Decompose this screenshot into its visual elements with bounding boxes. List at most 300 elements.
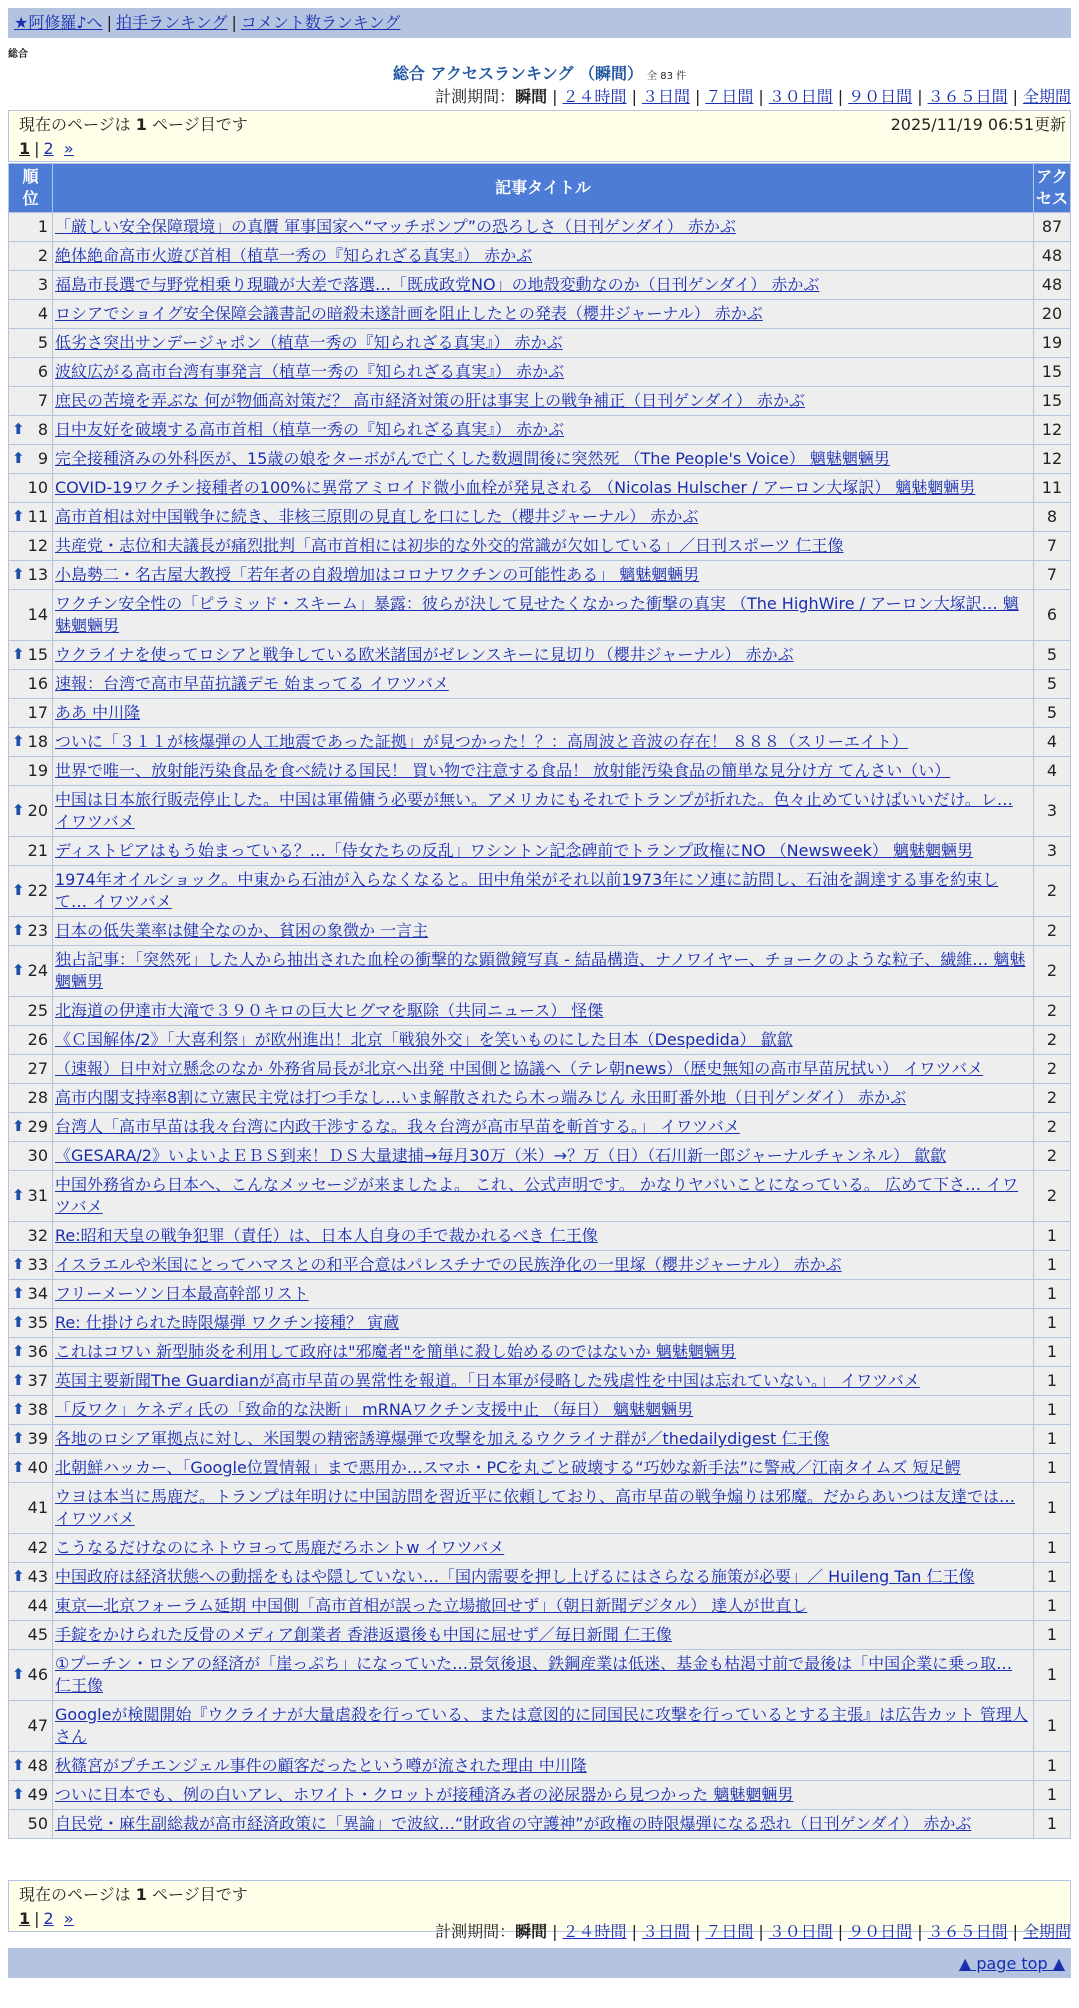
rank-cell	[9, 866, 52, 916]
period-separator: |	[552, 1922, 558, 1941]
access-count: 1	[1034, 1534, 1070, 1562]
rank-cell	[9, 1425, 52, 1453]
article-link[interactable]: 日中友好を破壊する高市首相（植草一秀の『知られざる真実』） 赤かぶ	[55, 420, 565, 439]
title-cell	[53, 532, 1033, 560]
article-link[interactable]: 中国外務省から日本へ、こんなメッセージが来ましたよ。 これ、公式声明です。 かなりヤバいことになっている。 広めて下さ… イワツバメ	[55, 1175, 1019, 1216]
access-count: 1	[1034, 1650, 1070, 1700]
rank-number: 44	[27, 1596, 48, 1615]
period-option-3[interactable]: ７日間	[705, 1922, 754, 1941]
article-link[interactable]: 独占記事：「突然死」した人から抽出された血栓の衝撃的な顕微鏡写真 - 結晶構造、ナノワイヤー、チョークのような粒子、繊維… 魑魅魍魎男	[55, 950, 1026, 991]
title-cell	[53, 213, 1033, 241]
period-option-7[interactable]: 全期間	[1022, 1922, 1071, 1941]
article-link[interactable]: Googleが検閲開始『ウクライナが大量虐殺を行っている、または意図的に同国民に攻撃を行っているとする主張』は広告カット 管理人さん	[55, 1705, 1028, 1746]
article-link[interactable]: Re:昭和天皇の戦争犯罪（責任）は、日本人自身の手で裁かれるべき 仁王像	[55, 1226, 598, 1245]
article-link[interactable]: ロシアでショイグ安全保障会議書記の暗殺未遂計画を阻止したとの発表（櫻井ジャーナル） 赤かぶ	[55, 304, 763, 323]
access-count: 4	[1034, 757, 1070, 785]
period-option-5[interactable]: ９０日間	[848, 1922, 913, 1941]
access-header: アク セス	[1034, 164, 1070, 212]
title-cell	[53, 271, 1033, 299]
article-link[interactable]: 中国は日本旅行販売停止した。中国は軍備傭う必要が無い。アメリカにもそれでトランプが折れた。色々止めていけばいいだけ。レ… イワツバメ	[55, 790, 1013, 831]
table-row	[9, 1026, 1070, 1054]
rank-number: 22	[27, 881, 48, 900]
access-count: 2	[1034, 866, 1070, 916]
title-cell	[53, 1280, 1033, 1308]
access-count: 15	[1034, 387, 1070, 415]
article-link[interactable]: 北朝鮮ハッカー、「Google位置情報」まで悪用か…スマホ・PCを丸ごと破壊する“巧妙な新手法”に警戒／江南タイムズ 短足鰐	[55, 1458, 961, 1477]
period-separator: |	[694, 1922, 701, 1941]
article-link[interactable]: こうなるだけなのにネトウヨって馬鹿だろホントw イワツバメ	[55, 1538, 505, 1557]
access-count: 2	[1034, 1142, 1070, 1170]
pagination-bottom: 1 | 2 »	[19, 1909, 74, 1928]
rank-number: 34	[27, 1284, 48, 1303]
table-row	[9, 1055, 1070, 1083]
rank-number: 26	[27, 1030, 48, 1049]
rank-cell	[9, 1280, 52, 1308]
period-separator: |	[552, 87, 558, 106]
period-selector-bottom	[435, 1921, 1071, 1943]
footer-bar	[8, 1948, 1071, 1978]
rank-cell	[9, 1810, 52, 1838]
period-separator: |	[917, 87, 923, 106]
article-link[interactable]: COVID-19ワクチン接種者の100%に異常アミロイド微小血栓が発見される （Nicolas Hulscher / アーロン大塚訳） 魑魅魍魎男	[55, 478, 976, 497]
period-option-6[interactable]: ３６５日間	[927, 1922, 1008, 1941]
table-row	[9, 300, 1070, 328]
access-count: 2	[1034, 1055, 1070, 1083]
rank-number: 50	[27, 1814, 48, 1833]
access-count: 12	[1034, 416, 1070, 444]
access-count: 48	[1034, 271, 1070, 299]
rank-number: 25	[27, 1001, 48, 1020]
table-row	[9, 997, 1070, 1025]
title-cell	[53, 670, 1033, 698]
table-row	[9, 1251, 1070, 1279]
rank-up-arrow-icon: ⬆	[12, 880, 25, 899]
title-cell	[53, 242, 1033, 270]
title-cell	[53, 329, 1033, 357]
table-row	[9, 728, 1070, 756]
rank-up-arrow-icon: ⬆	[12, 1370, 25, 1389]
nav-separator: |	[231, 13, 237, 32]
article-link[interactable]: 絶体絶命高市火遊び首相（植草一秀の『知られざる真実』） 赤かぶ	[55, 246, 533, 265]
access-count: 7	[1034, 561, 1070, 589]
table-row	[9, 1113, 1070, 1141]
table-row	[9, 1650, 1070, 1700]
article-link[interactable]: 英国主要新聞The Guardianが高市早苗の異常性を報道。「日本軍が侵略した残虐性を中国は忘れていない。」 イワツバメ	[55, 1371, 920, 1390]
next-page-link[interactable]: »	[63, 139, 74, 158]
title-cell	[53, 1171, 1033, 1221]
rank-cell	[9, 1650, 52, 1700]
title-cell	[53, 1810, 1033, 1838]
title-cell	[53, 416, 1033, 444]
access-count: 1	[1034, 1425, 1070, 1453]
rank-cell	[9, 1251, 52, 1279]
rank-up-arrow-icon: ⬆	[12, 1755, 25, 1774]
rank-cell	[9, 242, 52, 270]
rank-number: 45	[27, 1625, 48, 1644]
rank-number: 29	[27, 1117, 48, 1136]
title-cell	[53, 300, 1033, 328]
rank-cell	[9, 561, 52, 589]
rank-cell	[9, 1781, 52, 1809]
rank-number: 32	[27, 1226, 48, 1245]
period-separator: |	[917, 1922, 923, 1941]
table-row	[9, 1563, 1070, 1591]
rank-number: 20	[27, 801, 48, 820]
page-1-current: 1	[19, 139, 31, 158]
page-2-link[interactable]: 2	[43, 1909, 54, 1928]
rank-up-arrow-icon: ⬆	[12, 1185, 25, 1204]
rank-number: 13	[27, 565, 48, 584]
rank-up-arrow-icon: ⬆	[12, 731, 25, 750]
rank-cell	[9, 271, 52, 299]
title-cell	[53, 837, 1033, 865]
period-option-4[interactable]: ３０日間	[768, 1922, 833, 1941]
title-cell	[53, 1781, 1033, 1809]
article-link[interactable]: Re: 仕掛けられた時限爆弾 ワクチン接種？ 寅蔵	[55, 1313, 400, 1332]
rank-cell	[9, 1592, 52, 1620]
title-cell	[53, 1309, 1033, 1337]
period-separator: |	[631, 1922, 637, 1941]
rank-number: 43	[27, 1567, 48, 1586]
rank-number: 6	[37, 362, 48, 381]
access-count: 2	[1034, 1026, 1070, 1054]
rank-cell	[9, 946, 52, 996]
access-count: 5	[1034, 699, 1070, 727]
access-count: 48	[1034, 242, 1070, 270]
access-count: 1	[1034, 1454, 1070, 1482]
table-row	[9, 1309, 1070, 1337]
period-selector-top	[435, 86, 1071, 108]
title-cell	[53, 561, 1033, 589]
article-link[interactable]: 世界で唯一、放射能汚染食品を食べ続ける国民！ 買い物で注意する食品！ 放射能汚染食品の簡単な見分け方 てんさい（い）	[55, 761, 951, 780]
title-cell	[53, 1454, 1033, 1482]
article-link[interactable]: 《GESARA/2》いよいよＥＢＳ到来！ＤＳ大量逮捕→毎月30万（米）→？万（日）（石川新一郎ジャーナルチャンネル） 歙歙	[55, 1146, 947, 1165]
rank-number: 1	[37, 217, 48, 236]
rank-number: 17	[27, 703, 48, 722]
article-link[interactable]: これはコワい 新型肺炎を利用して政府は"邪魔者"を簡単に殺し始めるのではないか 魑魅魍魎男	[55, 1342, 736, 1361]
rank-up-arrow-icon: ⬆	[12, 1341, 25, 1360]
table-row	[9, 1592, 1070, 1620]
rank-number: 4	[37, 304, 48, 323]
rank-number: 28	[27, 1088, 48, 1107]
topnav-link-2[interactable]: コメント数ランキング	[240, 13, 401, 32]
page-2-link[interactable]: 2	[43, 139, 54, 158]
title-cell	[53, 946, 1033, 996]
period-separator: |	[758, 87, 764, 106]
title-cell	[53, 1396, 1033, 1424]
period-option-7[interactable]: 全期間	[1022, 87, 1071, 106]
period-option-4[interactable]: ３０日間	[768, 87, 833, 106]
article-link[interactable]: ウクライナを使ってロシアと戦争している欧米諸国がゼレンスキーに見切り（櫻井ジャーナル） 赤かぶ	[55, 645, 794, 664]
pagination-top: 1 | 2 »	[19, 139, 74, 158]
rank-cell	[9, 1113, 52, 1141]
rank-cell	[9, 641, 52, 669]
title-cell	[53, 590, 1033, 640]
access-count: 1	[1034, 1810, 1070, 1838]
rank-cell	[9, 1621, 52, 1649]
period-option-1[interactable]: ２４時間	[562, 1922, 627, 1941]
rank-up-arrow-icon: ⬆	[12, 1457, 25, 1476]
rank-number: 10	[27, 478, 48, 497]
title-cell	[53, 1113, 1033, 1141]
period-separator: |	[758, 1922, 764, 1941]
access-count: 2	[1034, 917, 1070, 945]
table-row	[9, 387, 1070, 415]
rank-cell	[9, 1338, 52, 1366]
rank-up-arrow-icon: ⬆	[12, 1664, 25, 1683]
title-cell	[53, 1592, 1033, 1620]
access-count: 12	[1034, 445, 1070, 473]
rank-number: 15	[27, 645, 48, 664]
current-page-text: 現在のページは 1 ページ目です	[19, 115, 248, 134]
rank-up-arrow-icon: ⬆	[12, 644, 25, 663]
rank-cell	[9, 699, 52, 727]
article-link[interactable]: ついに「３１１が核爆弾の人工地震であった証拠」が見つかった！？：高周波と音波の存在！ ８８８（スリーエイト）	[55, 732, 908, 751]
article-link[interactable]: 手錠をかけられた反骨のメディア創業者 香港返還後も中国に屈せず／毎日新聞 仁王像	[55, 1625, 672, 1644]
period-option-1[interactable]: ２４時間	[562, 87, 627, 106]
article-link[interactable]: 高市内閣支持率8割に立憲民主党は打つ手なし…いま解散されたら木っ端みじん 永田町番外地（日刊ゲンダイ） 赤かぶ	[55, 1088, 907, 1107]
table-row	[9, 1454, 1070, 1482]
period-option-3[interactable]: ７日間	[705, 87, 754, 106]
rank-cell	[9, 387, 52, 415]
article-link[interactable]: 速報：台湾で高市早苗抗議デモ 始まってる イワツバメ	[55, 674, 449, 693]
rank-up-arrow-icon: ⬆	[12, 800, 25, 819]
title-cell	[53, 474, 1033, 502]
article-link[interactable]: 高市首相は対中国戦争に続き、非核三原則の見直しを口にした（櫻井ジャーナル） 赤かぶ	[55, 507, 699, 526]
title-cell	[53, 1425, 1033, 1453]
access-count: 1	[1034, 1781, 1070, 1809]
table-row	[9, 590, 1070, 640]
rank-cell	[9, 416, 52, 444]
page-1-current: 1	[19, 1909, 31, 1928]
article-link[interactable]: ディストピアはもう始まっている？…「侍女たちの反乱」ワシントン記念碑前でトランプ政権にNO （Newsweek） 魑魅魍魎男	[55, 841, 974, 860]
article-link[interactable]: 自民党・麻生副総裁が高市経済政策に「異論」で波紋…“財政省の守護神”が政権の時限爆弾になる恐れ（日刊ゲンダイ） 赤かぶ	[55, 1814, 972, 1833]
article-link[interactable]: フリーメーソン日本最高幹部リスト	[55, 1284, 309, 1303]
title-header: 記事タイトル	[53, 164, 1033, 212]
topnav-link-1[interactable]: 拍手ランキング	[115, 13, 228, 32]
title-cell	[53, 1142, 1033, 1170]
rank-cell	[9, 532, 52, 560]
rank-number: 41	[27, 1498, 48, 1517]
rank-cell	[9, 1142, 52, 1170]
article-link[interactable]: 庶民の苦境を弄ぶな 何が物価高対策だ？ 高市経済対策の肝は事実上の戦争補正（日刊ゲンダイ） 赤かぶ	[55, 391, 805, 410]
access-count: 6	[1034, 590, 1070, 640]
period-option-0: 瞬間	[515, 87, 548, 106]
period-option-0: 瞬間	[515, 1922, 548, 1941]
table-row	[9, 474, 1070, 502]
table-row	[9, 1534, 1070, 1562]
rank-number: 18	[27, 732, 48, 751]
title-cell	[53, 997, 1033, 1025]
table-row	[9, 1280, 1070, 1308]
title-cell	[53, 1483, 1033, 1533]
access-count: 1	[1034, 1752, 1070, 1780]
access-count: 1	[1034, 1280, 1070, 1308]
rank-cell	[9, 1222, 52, 1250]
rank-number: 27	[27, 1059, 48, 1078]
title-cell	[53, 1367, 1033, 1395]
access-count: 1	[1034, 1309, 1070, 1337]
title-cell	[53, 1701, 1033, 1751]
table-row	[9, 917, 1070, 945]
table-row	[9, 946, 1070, 996]
rank-cell	[9, 1701, 52, 1751]
rank-up-arrow-icon: ⬆	[12, 1566, 25, 1585]
period-option-2[interactable]: ３日間	[641, 87, 690, 106]
rank-cell	[9, 1084, 52, 1112]
table-row	[9, 670, 1070, 698]
title-cell	[53, 728, 1033, 756]
table-row	[9, 1701, 1070, 1751]
table-row	[9, 416, 1070, 444]
table-row	[9, 641, 1070, 669]
current-page-text: 現在のページは 1 ページ目です	[19, 1885, 248, 1904]
article-link[interactable]: 《Ｃ国解体/2》「大喜利祭」が欧州進出！北京「戦狼外交」を笑いものにした日本（Despedida） 歙歙	[55, 1030, 793, 1049]
table-row	[9, 503, 1070, 531]
rank-number: 46	[27, 1665, 48, 1684]
article-link[interactable]: 小島勢二・名古屋大教授「若年者の自殺増加はコロナワクチンの可能性ある」 魑魅魍魎男	[55, 565, 700, 584]
rank-header: 順 位	[9, 164, 52, 212]
table-row	[9, 757, 1070, 785]
article-link[interactable]: 完全接種済みの外科医が、15歳の娘をターボがんで亡くした数週間後に突然死 （The People's Voice） 魑魅魍魎男	[55, 449, 890, 468]
article-link[interactable]: 低劣さ突出サンデージャポン（植草一秀の『知られざる真実』） 赤かぶ	[55, 333, 563, 352]
rank-cell	[9, 786, 52, 836]
article-link[interactable]: 東京―北京フォーラム延期 中国側「高市首相が誤った立場撤回せず」（朝日新聞デジタル） 達人が世直し	[55, 1596, 808, 1615]
article-link[interactable]: 1974年オイルショック。中東から石油が入らなくなると。田中角栄がそれ以前1973年にソ連に訪問し、石油を調達する事を約束して… イワツバメ	[55, 870, 999, 911]
access-count: 2	[1034, 1171, 1070, 1221]
topnav-link-0[interactable]: ★阿修羅♪へ	[14, 13, 103, 32]
access-count: 7	[1034, 532, 1070, 560]
rank-up-arrow-icon: ⬆	[12, 1312, 25, 1331]
article-link[interactable]: 各地のロシア軍拠点に対し、米国製の精密誘導爆弾で攻撃を加えるウクライナ群が／thedailydigest 仁王像	[55, 1429, 830, 1448]
rank-up-arrow-icon: ⬆	[12, 1399, 25, 1418]
rank-number: 2	[37, 246, 48, 265]
article-link[interactable]: （速報）日中対立懸念のなか 外務省局長が北京へ出発 中国側と協議へ（テレ朝news）（歴史無知の高市早苗尻拭い） イワツバメ	[55, 1059, 984, 1078]
article-link[interactable]: ①プーチン・ロシアの経済が「崖っぷち」になっていた…景気後退、鉄鋼産業は低迷、基金も枯渇寸前で最後は「中国企業に乗っ取… 仁王像	[55, 1654, 1013, 1695]
rank-cell	[9, 670, 52, 698]
ranking-table	[8, 163, 1071, 1839]
access-count: 1	[1034, 1396, 1070, 1424]
rank-cell	[9, 1563, 52, 1591]
rank-cell	[9, 1396, 52, 1424]
table-row	[9, 1084, 1070, 1112]
article-link[interactable]: 中国政府は経済状態への動揺をもはや隠していない…「国内需要を押し上げるにはさらなる施策が必要」／ Huileng Tan 仁王像	[55, 1567, 975, 1586]
article-link[interactable]: 波紋広がる高市台湾有事発言（植草一秀の『知られざる真実』） 赤かぶ	[55, 362, 565, 381]
article-link[interactable]: 秋篠宮がプチエンジェル事件の顧客だったという噂が流された理由 中川隆	[55, 1756, 587, 1775]
access-count: 15	[1034, 358, 1070, 386]
table-row	[9, 1338, 1070, 1366]
rank-cell	[9, 329, 52, 357]
rank-number: 33	[27, 1255, 48, 1274]
access-count: 1	[1034, 1222, 1070, 1250]
rank-up-arrow-icon: ⬆	[12, 564, 25, 583]
rank-number: 21	[27, 841, 48, 860]
rank-up-arrow-icon: ⬆	[12, 1428, 25, 1447]
title-cell	[53, 1563, 1033, 1591]
period-option-5[interactable]: ９０日間	[848, 87, 913, 106]
access-count: 1	[1034, 1701, 1070, 1751]
table-row	[9, 699, 1070, 727]
rank-up-arrow-icon: ⬆	[12, 1283, 25, 1302]
rank-number: 38	[27, 1400, 48, 1419]
period-option-2[interactable]: ３日間	[641, 1922, 690, 1941]
article-link[interactable]: ついに日本でも、例の白いアレ、ホワイト・クロットが接種済み者の泌尿器から見つかった 魑魅魍魎男	[55, 1785, 794, 1804]
access-count: 2	[1034, 997, 1070, 1025]
period-separator: |	[1012, 1922, 1018, 1941]
access-count: 19	[1034, 329, 1070, 357]
page-top-link[interactable]: ▲ page top ▲	[958, 1954, 1065, 1973]
rank-number: 16	[27, 674, 48, 693]
next-page-link[interactable]: »	[63, 1909, 74, 1928]
rank-up-arrow-icon: ⬆	[12, 1784, 25, 1803]
table-row	[9, 561, 1070, 589]
rank-number: 24	[27, 961, 48, 980]
article-link[interactable]: 北海道の伊達市大滝で３９０キロの巨大ヒグマを駆除（共同ニュース） 怪傑	[55, 1001, 604, 1020]
period-separator: |	[694, 87, 701, 106]
rank-cell	[9, 917, 52, 945]
top-navigation	[8, 8, 1071, 38]
rank-cell	[9, 1367, 52, 1395]
article-link[interactable]: ああ 中川隆	[55, 703, 141, 722]
access-count: 1	[1034, 1563, 1070, 1591]
rank-number: 39	[27, 1429, 48, 1448]
title-cell	[53, 757, 1033, 785]
article-link[interactable]: 「厳しい安全保障環境」の真贋 軍事国家へ“マッチポンプ”の恐ろしさ（日刊ゲンダイ） 赤かぶ	[55, 217, 736, 236]
table-row	[9, 1171, 1070, 1221]
title-cell	[53, 699, 1033, 727]
rank-cell	[9, 837, 52, 865]
rank-number: 5	[37, 333, 48, 352]
rank-up-arrow-icon: ⬆	[12, 920, 25, 939]
title-cell	[53, 1752, 1033, 1780]
access-count: 1	[1034, 1367, 1070, 1395]
article-link[interactable]: ワクチン安全性の「ピラミッド・スキーム」暴露：彼らが決して見せたくなかった衝撃の真実 （The HighWire / アーロン大塚訳… 魑魅魍魎男	[55, 594, 1019, 635]
rank-number: 9	[37, 449, 48, 468]
table-row	[9, 1396, 1070, 1424]
article-link[interactable]: 日本の低失業率は健全なのか、貧困の象徴か 一言主	[55, 921, 429, 940]
article-link[interactable]: 「反ワク」ケネディ氏の「致命的な決断」 mRNAワクチン支援中止 （毎日） 魑魅魍魎男	[55, 1400, 694, 1419]
article-link[interactable]: ウヨは本当に馬鹿だ。トランプは年明けに中国訪問を習近平に依頼しており、高市早苗の戦争煽りは邪魔。だからあいつは友達では… イワツバメ	[55, 1487, 1016, 1528]
rank-number: 31	[27, 1186, 48, 1205]
table-row	[9, 1367, 1070, 1395]
article-link[interactable]: イスラエルや米国にとってハマスとの和平合意はパレスチナでの民族浄化の一里塚（櫻井ジャーナル） 赤かぶ	[55, 1255, 842, 1274]
article-link[interactable]: 台湾人「高市早苗は我々台湾に内政干渉するな。我々台湾が高市早苗を斬首する。」 イワツバメ	[55, 1117, 740, 1136]
table-row	[9, 329, 1070, 357]
rank-cell	[9, 1534, 52, 1562]
rank-number: 40	[27, 1458, 48, 1477]
period-option-6[interactable]: ３６５日間	[927, 87, 1008, 106]
table-row	[9, 1810, 1070, 1838]
access-count: 5	[1034, 670, 1070, 698]
period-separator: |	[1012, 87, 1018, 106]
table-row	[9, 1621, 1070, 1649]
article-link[interactable]: 共産党・志位和夫議長が痛烈批判「高市首相には初歩的な外交的常識が欠如している」／日刊スポーツ 仁王像	[55, 536, 844, 555]
rank-number: 49	[27, 1785, 48, 1804]
rank-cell	[9, 300, 52, 328]
rank-number: 30	[27, 1146, 48, 1165]
title-cell	[53, 1222, 1033, 1250]
article-link[interactable]: 福島市長選で与野党相乗り現職が大差で落選…「既成政党NO」の地殻変動なのか（日刊ゲンダイ） 赤かぶ	[55, 275, 820, 294]
title-cell	[53, 1084, 1033, 1112]
period-label: 計測期間：	[435, 87, 516, 106]
period-label: 計測期間：	[435, 1922, 516, 1941]
rank-number: 8	[37, 420, 48, 439]
table-row	[9, 532, 1070, 560]
title-cell	[53, 503, 1033, 531]
access-count: 1	[1034, 1483, 1070, 1533]
rank-cell	[9, 757, 52, 785]
table-row	[9, 786, 1070, 836]
